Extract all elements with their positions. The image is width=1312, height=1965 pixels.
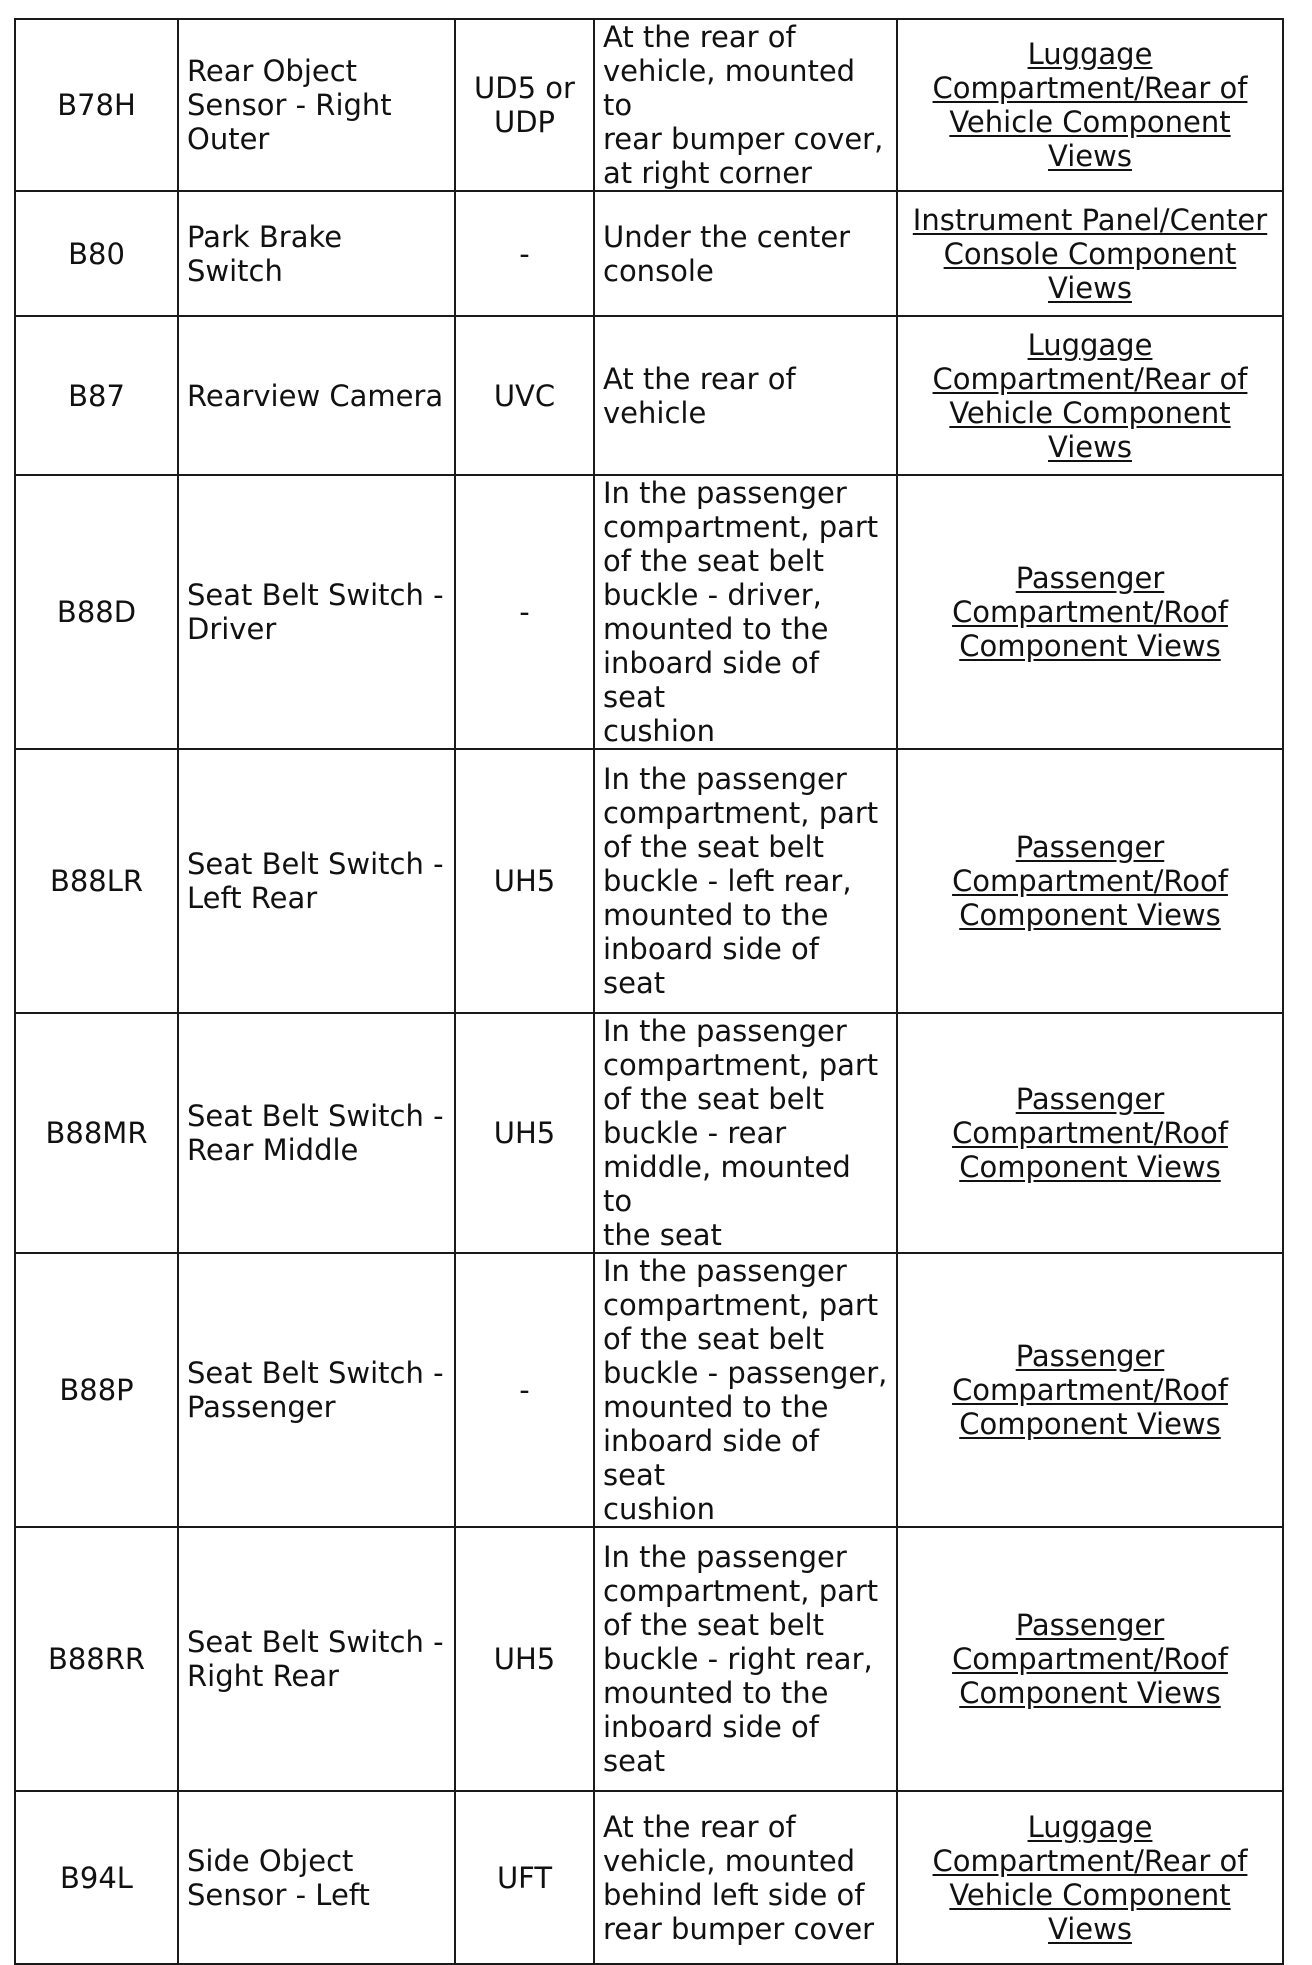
component-number: B88MR xyxy=(15,1013,178,1253)
option-code: UVC xyxy=(455,316,594,475)
component-view-link[interactable]: Passenger Compartment/Roof Component Views xyxy=(952,1608,1228,1710)
table-row xyxy=(15,1791,1283,1964)
component-name: Seat Belt Switch - Driver xyxy=(178,475,455,749)
option-code: - xyxy=(455,191,594,316)
table-row xyxy=(15,19,1283,191)
component-name: Rearview Camera xyxy=(178,316,455,475)
component-view-link[interactable]: Passenger Compartment/Roof Component Views xyxy=(952,1339,1228,1441)
table-row xyxy=(15,1253,1283,1527)
table-row xyxy=(15,475,1283,749)
component-number: B94L xyxy=(15,1791,178,1964)
component-location: In the passenger compartment, part of the seat belt buckle - left rear, mounted to the inboard side of seat xyxy=(594,749,897,1013)
option-code: - xyxy=(455,475,594,749)
option-code: UD5 or UDP xyxy=(455,19,594,191)
option-code: UH5 xyxy=(455,1013,594,1253)
component-name: Seat Belt Switch - Rear Middle xyxy=(178,1013,455,1253)
component-location: In the passenger compartment, part of the seat belt buckle - rear middle, mounted to the seat xyxy=(594,1013,897,1253)
component-location: In the passenger compartment, part of the seat belt buckle - driver, mounted to the inboard side of seat cushion xyxy=(594,475,897,749)
component-view-link[interactable]: Luggage Compartment/Rear of Vehicle Component Views xyxy=(932,37,1248,173)
component-name: Seat Belt Switch - Left Rear xyxy=(178,749,455,1013)
table-row xyxy=(15,749,1283,1013)
table-row xyxy=(15,316,1283,475)
component-number: B88P xyxy=(15,1253,178,1527)
component-location: At the rear of vehicle xyxy=(594,316,897,475)
component-number: B80 xyxy=(15,191,178,316)
option-code: - xyxy=(455,1253,594,1527)
option-code: UH5 xyxy=(455,749,594,1013)
component-name: Rear Object Sensor - Right Outer xyxy=(178,19,455,191)
component-number: B88D xyxy=(15,475,178,749)
component-locator-table xyxy=(14,18,1284,1965)
component-number: B87 xyxy=(15,316,178,475)
component-name: Park Brake Switch xyxy=(178,191,455,316)
component-location: In the passenger compartment, part of the seat belt buckle - right rear, mounted to the inboard side of seat xyxy=(594,1527,897,1791)
table-row xyxy=(15,191,1283,316)
table-row xyxy=(15,1527,1283,1791)
component-view-link[interactable]: Instrument Panel/Center Console Component Views xyxy=(912,202,1268,305)
component-view-link[interactable]: Passenger Compartment/Roof Component Views xyxy=(952,1082,1228,1184)
component-number: B88RR xyxy=(15,1527,178,1791)
component-location: At the rear of vehicle, mounted to rear bumper cover, at right corner xyxy=(594,19,897,191)
component-view-link[interactable]: Luggage Compartment/Rear of Vehicle Component Views xyxy=(932,1809,1248,1946)
component-number: B78H xyxy=(15,19,178,191)
component-location: In the passenger compartment, part of the seat belt buckle - passenger, mounted to the inboard side of seat cushion xyxy=(594,1253,897,1527)
component-name: Seat Belt Switch - Right Rear xyxy=(178,1527,455,1791)
option-code: UH5 xyxy=(455,1527,594,1791)
component-view-link[interactable]: Passenger Compartment/Roof Component Views xyxy=(952,561,1228,663)
component-view-link[interactable]: Passenger Compartment/Roof Component Views xyxy=(952,830,1228,932)
component-name: Seat Belt Switch - Passenger xyxy=(178,1253,455,1527)
component-location: Under the center console xyxy=(594,191,897,316)
component-name: Side Object Sensor - Left xyxy=(178,1791,455,1964)
component-view-link[interactable]: Luggage Compartment/Rear of Vehicle Component Views xyxy=(932,327,1248,464)
option-code: UFT xyxy=(455,1791,594,1964)
table-row xyxy=(15,1013,1283,1253)
component-location: At the rear of vehicle, mounted behind left side of rear bumper cover xyxy=(594,1791,897,1964)
component-number: B88LR xyxy=(15,749,178,1013)
